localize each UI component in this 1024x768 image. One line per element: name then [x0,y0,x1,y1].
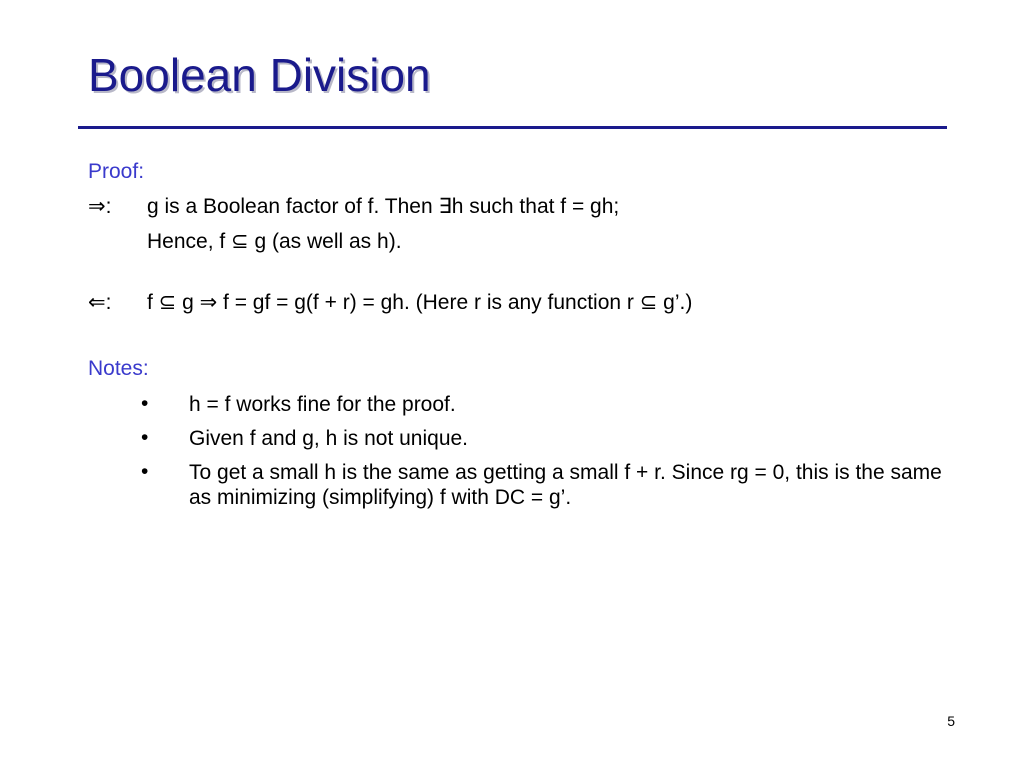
title-divider [78,126,947,129]
proof-heading: Proof: [88,160,145,183]
bullet-marker: • [141,460,149,483]
bullet-marker: • [141,426,149,449]
forward-proof-line-1: g is a Boolean factor of f. Then ∃h such that f = gh; [147,195,620,218]
notes-heading: Notes: [88,357,149,380]
note-item: h = f works fine for the proof. [189,393,456,416]
note-item: Given f and g, h is not unique. [189,427,469,450]
forward-proof-line-2: Hence, f ⊆ g (as well as h). [147,230,402,253]
slide-title: Boolean Division [88,49,431,101]
backward-proof-line: f ⊆ g ⇒ f = gf = g(f + r) = gh. (Here r is any function r ⊆ g’.) [147,291,693,314]
bullet-marker: • [141,392,149,415]
page-number: 5 [947,713,955,729]
forward-implication-symbol: ⇒: [88,195,112,218]
backward-implication-symbol: ⇐: [88,291,112,314]
note-item: To get a small h is the same as getting a small f + r. Since rg = 0, this is the same as minimizing (simplifying) f with DC = g’. [189,461,942,510]
